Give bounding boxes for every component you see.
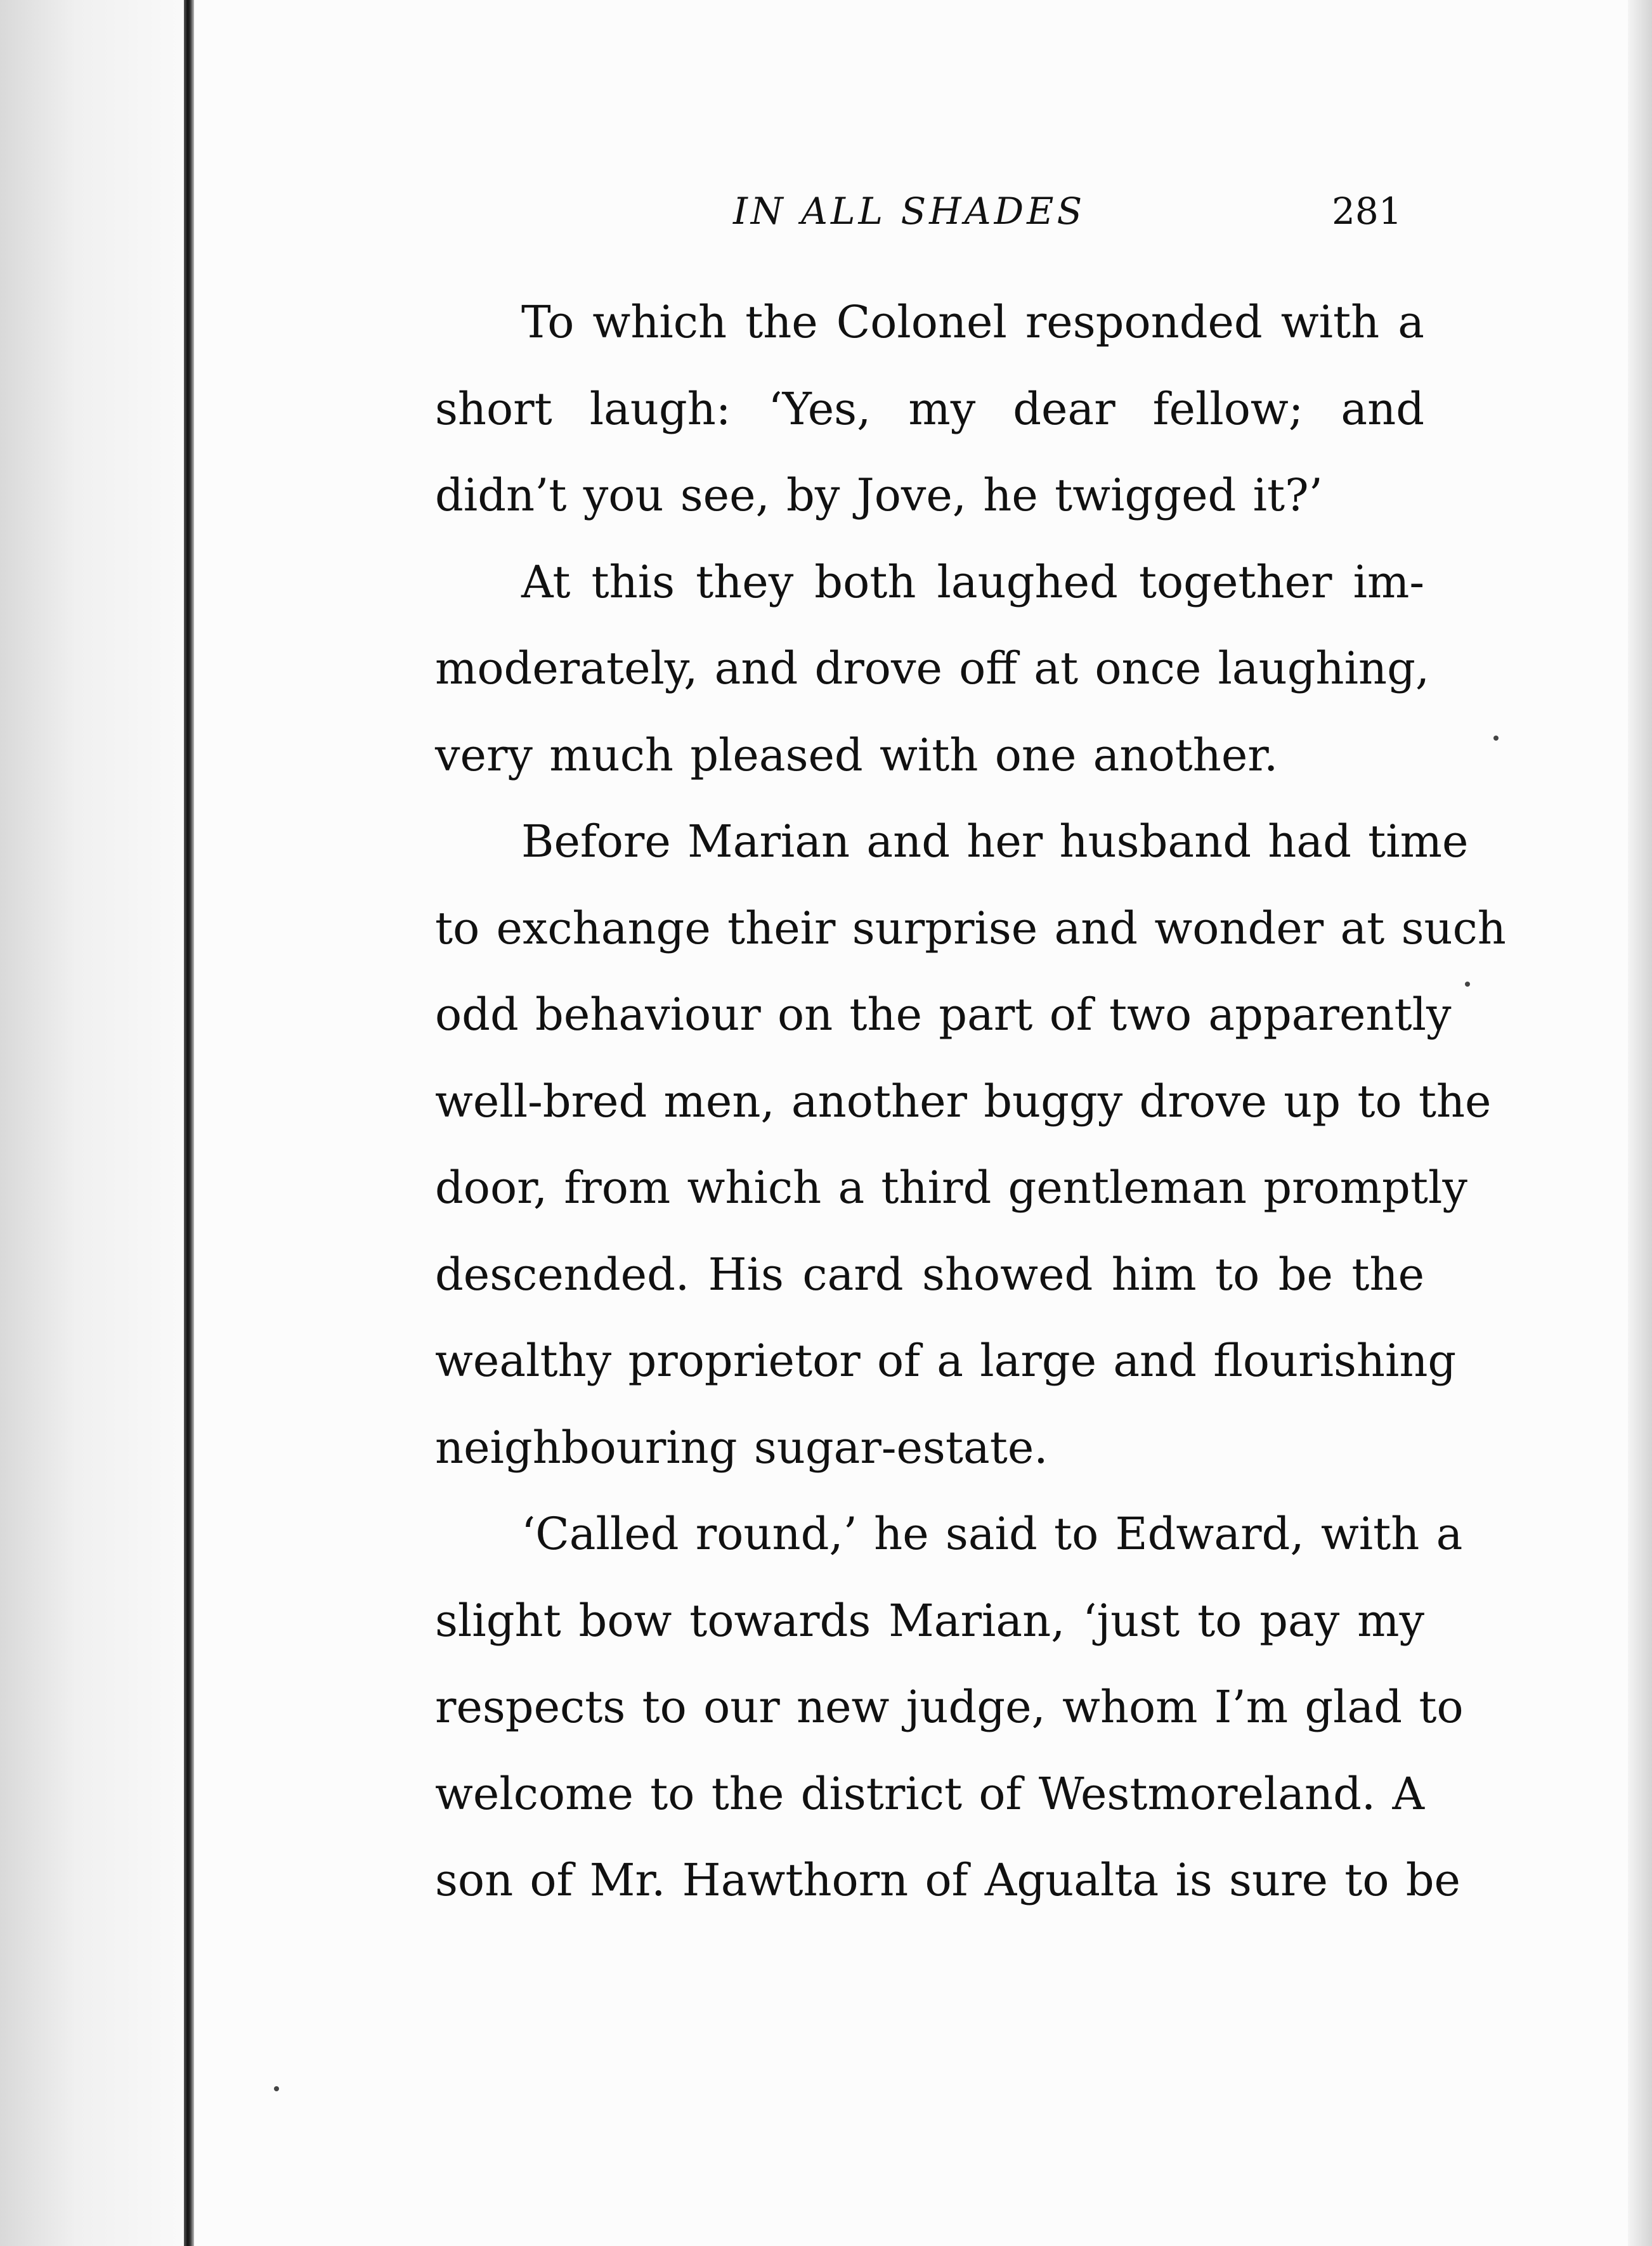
text-line: moderately, and drove off at once laughing, <box>435 642 1430 694</box>
ink-speck <box>1493 736 1499 741</box>
ink-speck <box>1465 982 1470 987</box>
text-line: At this they both laughed together im- <box>521 555 1424 608</box>
text-line: very much pleased with one another. <box>435 729 1278 781</box>
binding-spine <box>184 0 194 2246</box>
running-head <box>438 183 1427 240</box>
text-line: To which the Colonel responded with a <box>521 296 1424 348</box>
binding-shadow <box>0 0 190 2246</box>
text-line: door, from which a third gentleman promptly <box>435 1162 1467 1214</box>
text-line: Before Marian and her husband had time <box>521 815 1469 867</box>
body-text <box>435 279 1506 1924</box>
page-edge <box>1628 0 1652 2246</box>
page-number: 281 <box>1332 190 1402 233</box>
text-line: odd behaviour on the part of two apparently <box>435 989 1452 1041</box>
text-line: son of Mr. Hawthorn of Agualta is sure to be <box>435 1854 1460 1906</box>
text-line: wealthy proprietor of a large and flourishing <box>435 1335 1457 1387</box>
text-line: slight bow towards Marian, ‘just to pay my <box>435 1594 1424 1647</box>
text-line: respects to our new judge, whom I’m glad to <box>435 1681 1464 1733</box>
text-line: short laugh: ‘Yes, my dear fellow; and <box>435 382 1424 435</box>
text-line: well-bred men, another buggy drove up to the <box>435 1075 1492 1127</box>
running-title: IN ALL SHADES <box>733 190 1086 233</box>
ink-speck <box>274 2086 279 2091</box>
text-line: welcome to the district of Westmoreland. A <box>435 1767 1424 1820</box>
text-line: to exchange their surprise and wonder at such <box>435 902 1506 954</box>
text-line: ‘Called round,’ he said to Edward, with a <box>521 1508 1463 1560</box>
text-line: didn’t you see, by Jove, he twigged it?’ <box>435 469 1323 521</box>
text-line: neighbouring sugar-estate. <box>435 1421 1048 1474</box>
text-line: descended. His card showed him to be the <box>435 1248 1424 1301</box>
